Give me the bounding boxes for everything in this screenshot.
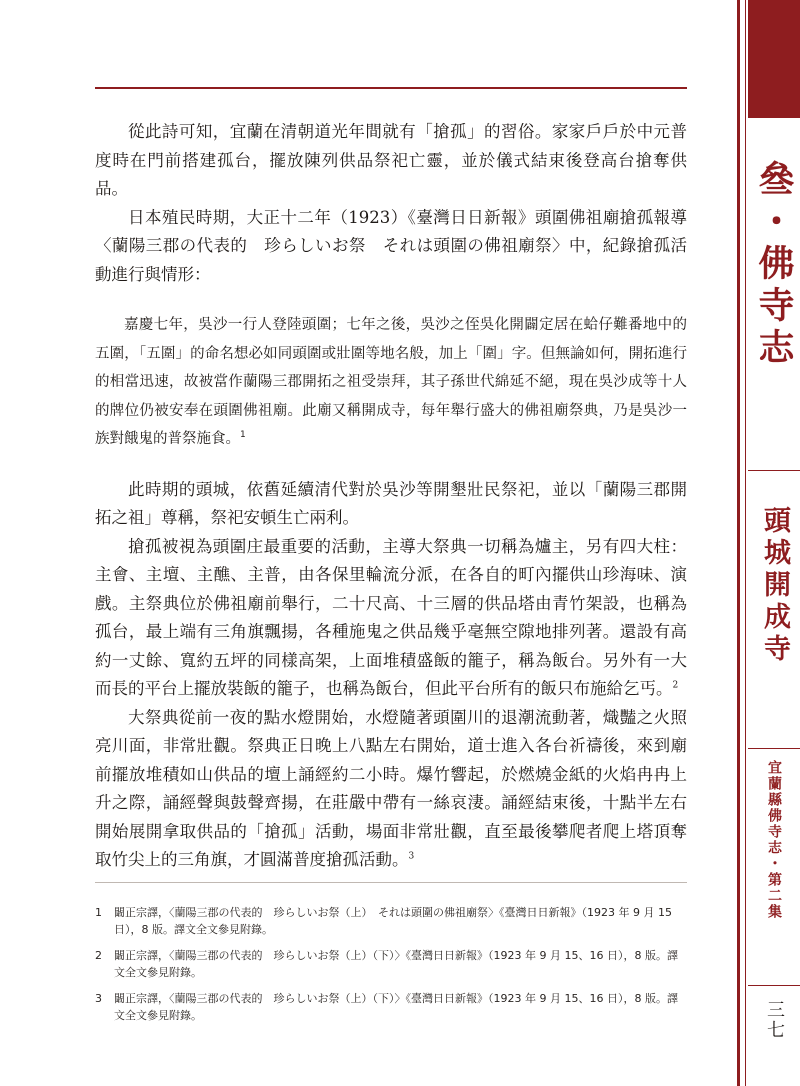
paragraph: 從此詩可知，宜蘭在清朝道光年間就有「搶孤」的習俗。家家戶戶於中元普度時在門前搭建孤台，擺放陳列供品祭祀亡靈，並於儀式結束後登高台搶奪供品。 <box>95 122 687 198</box>
sidebar-divider <box>748 470 800 471</box>
footnote-ref: 2 <box>672 680 679 691</box>
main-text <box>95 118 687 875</box>
footnote-text: 闞正宗譯，〈蘭陽三郡の代表的 珍らしいお祭（上）（下）〉《臺灣日日新報》（1923 年 9 月 15、16 日），8 版。譯文全文參見附錄。 <box>114 992 678 1022</box>
footnote-number: 3 <box>95 992 102 1005</box>
sidebar-divider <box>748 748 800 749</box>
margin-rule <box>737 0 740 1086</box>
section-title: 頭城開成寺 <box>759 506 790 666</box>
page-number: 三七 <box>764 1000 785 1040</box>
footnote-divider <box>95 882 687 883</box>
footnote-ref: 1 <box>240 430 246 441</box>
footnote-text: 闞正宗譯，〈蘭陽三郡の代表的 珍らしいお祭（上） それは頭圍の佛祖廟祭〉《臺灣日日新報》（1923 年 9 月 15 日），8 版。譯文全文參見附錄。 <box>114 906 672 936</box>
paragraph-text: 搶孤被視為頭圍庄最重要的活動，主導大祭典一切稱為爐主，另有四大柱：主會、主壇、主醮、主普，由各保里輪流分派，在各自的町內擺供山珍海味、演戲。主祭典位於佛祖廟前舉行，二十尺高、十三層的供品塔由青竹架設，也稱為孤台，最上端有三角旗飄揚，各種施鬼之供品幾乎毫無空隙地排列著。還設有高約一丈餘、寬約五坪的同樣高架，上面堆積盛飯的籠子，稱為飯台。另外有一大而長的平台上擺放裝飯的籠子，也稱為飯台，但此平台所有的飯只布施給乞丐。 <box>95 536 687 698</box>
paragraph: 此時期的頭城，依舊延續清代對於吳沙等開墾壯民祭祀，並以「蘭陽三郡開拓之祖」尊稱，祭祀安頓生亡兩利。 <box>95 479 687 527</box>
header-color-block <box>748 0 800 118</box>
paragraph <box>95 704 687 875</box>
sidebar-divider <box>748 985 800 986</box>
series-title: 宜蘭縣佛寺志・第二集 <box>766 760 782 920</box>
footnote <box>95 990 687 1024</box>
paragraph <box>95 533 687 704</box>
top-rule <box>95 87 687 89</box>
footnote-text: 闞正宗譯，〈蘭陽三郡の代表的 珍らしいお祭（上）（下）〉《臺灣日日新報》（1923 年 9 月 15、16 日），8 版。譯文全文參見附錄。 <box>114 949 678 979</box>
paragraph-text: 大祭典從前一夜的點水燈開始，水燈隨著頭圍川的退潮流動著，熾豔之火照亮川面，非常壯觀。祭典正日晚上八點左右開始，道士進入各台祈禱後，來到廟前擺放堆積如山供品的壇上誦經約二小時。爆竹響起，於燃燒金紙的火焰冉冉上升之際，誦經聲與鼓聲齊揚，在莊嚴中帶有一絲哀淒。誦經結束後，十點半左右開始展開拿取供品的「搶孤」活動，場面非常壯觀，直至最後攀爬者爬上塔頂奪取竹尖上的三角旗，才圓滿普度搶孤活動。 <box>95 707 687 869</box>
chapter-title: 叄・佛寺志 <box>753 160 795 370</box>
footnotes <box>95 904 687 1033</box>
margin-rule-thin <box>745 0 746 1086</box>
footnote-number: 2 <box>95 949 102 962</box>
paragraph: 日本殖民時期，大正十二年（1923）《臺灣日日新報》頭圍佛祖廟搶孤報導〈蘭陽三郡の代表的 珍らしいお祭 それは頭圍の佛祖廟祭〉中，紀錄搶孤活動進行與情形： <box>95 207 687 284</box>
footnote-ref: 3 <box>408 851 415 862</box>
footnote <box>95 947 687 981</box>
block-quote <box>95 311 687 454</box>
footnote <box>95 904 687 938</box>
quote-text: 嘉慶七年，吳沙一行人登陸頭圍；七年之後，吳沙之侄吳化開闢定居在蛤仔難番地中的五圍，「五圍」的命名想必如同頭圍或壯圍等地名般，加上「圍」字。但無論如何，開拓進行的相當迅速，故被當作蘭陽三郡開拓之祖受崇拜，其子孫世代綿延不絕，現在吳沙成等十人的牌位仍被安奉在頭圍佛祖廟。此廟又稱開成寺，每年舉行盛大的佛祖廟祭典，乃是吳沙一族對餓鬼的普祭施食。 <box>95 317 687 447</box>
footnote-number: 1 <box>95 906 102 919</box>
